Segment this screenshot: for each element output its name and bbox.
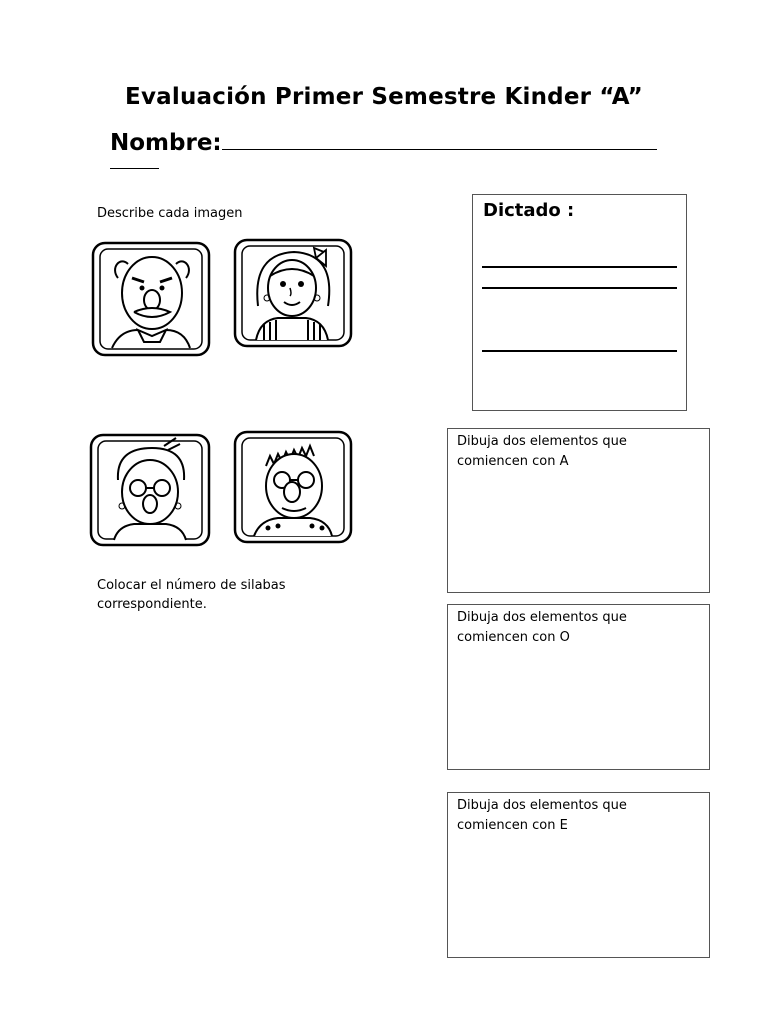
- grandmother-portrait-image: [88, 430, 214, 554]
- draw-box-a[interactable]: [447, 428, 710, 593]
- draw-box-e-text: [457, 796, 627, 836]
- draw-box-a-text: [457, 432, 627, 472]
- describe-instruction: Describe cada imagen: [97, 206, 243, 221]
- draw-box-e-line1: Dibuja dos elementos que: [457, 798, 627, 813]
- dictado-box: [472, 194, 687, 411]
- draw-box-a-line1: Dibuja dos elementos que: [457, 434, 627, 449]
- dictado-line-2[interactable]: [482, 287, 677, 289]
- dictado-label: Dictado :: [483, 200, 575, 221]
- name-blank-line-continuation[interactable]: [110, 152, 159, 169]
- draw-box-o[interactable]: [447, 604, 710, 770]
- name-blank-line[interactable]: [222, 127, 657, 150]
- draw-box-o-line2: comiencen con O: [457, 630, 570, 645]
- syllables-instruction-line2: correspondiente.: [97, 597, 207, 612]
- man-portrait-image: [232, 428, 356, 546]
- woman-portrait-image: [232, 236, 356, 350]
- grandfather-portrait-image: [90, 238, 214, 360]
- syllables-instruction: [97, 576, 286, 614]
- draw-box-o-text: [457, 608, 627, 648]
- syllables-instruction-line1: Colocar el número de silabas: [97, 578, 286, 593]
- draw-box-o-line1: Dibuja dos elementos que: [457, 610, 627, 625]
- name-field: [110, 127, 657, 156]
- draw-box-a-line2: comiencen con A: [457, 454, 569, 469]
- draw-box-e[interactable]: [447, 792, 710, 958]
- name-label: Nombre:: [110, 130, 222, 156]
- page-title: Evaluación Primer Semestre Kinder “A”: [125, 84, 643, 110]
- dictado-line-1[interactable]: [482, 266, 677, 268]
- draw-box-e-line2: comiencen con E: [457, 818, 568, 833]
- dictado-line-3[interactable]: [482, 350, 677, 352]
